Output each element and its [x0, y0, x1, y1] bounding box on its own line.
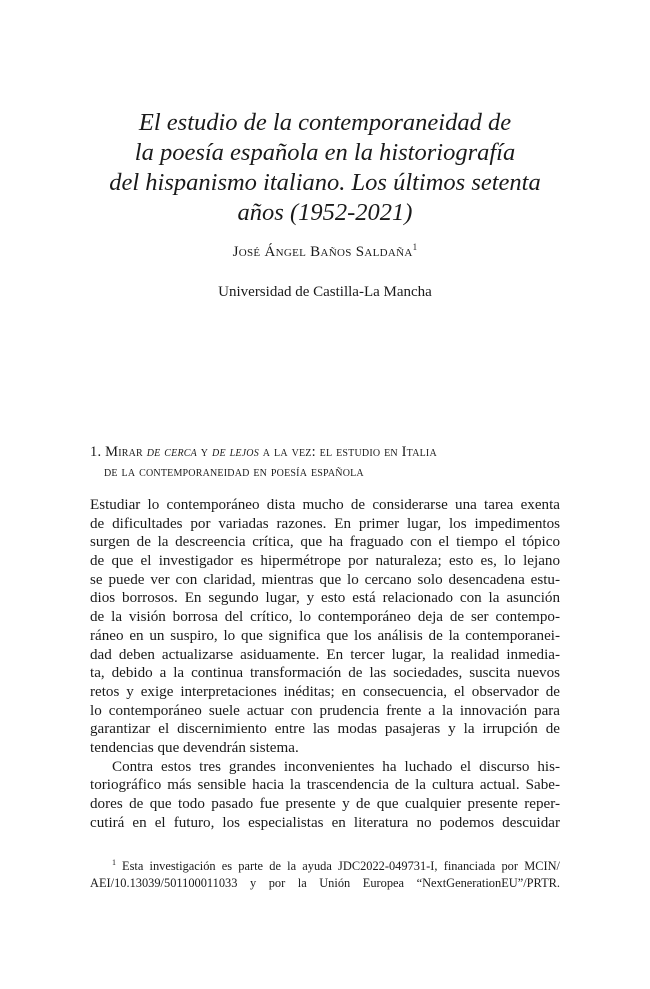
- heading-text: y: [196, 444, 213, 460]
- author-affiliation: Universidad de Castilla-La Mancha: [218, 284, 432, 300]
- body-line: tendencias que devendrán sistema.: [90, 739, 299, 756]
- body-line: retos y exige interpretaciones inéditas; en consecuencia, el observador de: [90, 683, 560, 700]
- body-line: ta, debido a la continua transformación de las sociedades, suscita nuevos: [90, 665, 560, 682]
- body-line: de dificultades por variadas razones. En primer lugar, los impedimentos: [90, 515, 560, 532]
- heading-text: Mirar: [105, 444, 147, 460]
- body-line: lo contemporáneo suele actuar con prudencia frente a la innovación para: [90, 702, 560, 719]
- section-heading-line-1: [90, 442, 560, 462]
- article-title: [90, 108, 560, 228]
- body-line: se puede ver con claridad, mientras que lo cercano solo desencadena estu-: [90, 571, 560, 588]
- section-number: 1.: [90, 444, 102, 460]
- body-line: toriográfico más sensible hacia la trascendencia de la cultura actual. Sabe-: [90, 777, 560, 794]
- footnote-number: 1: [112, 857, 116, 867]
- footnote-text: Esta investigación es parte de la ayuda JDC2022-049731-I, financiada por MCIN/: [122, 859, 560, 873]
- body-line: cutirá en el futuro, los especialistas en literatura no podemos descuidar: [90, 814, 560, 831]
- footnote-line: AEI/10.13039/501100011033 y por la Unión Europea “NextGenerationEU”/PRTR.: [90, 876, 560, 890]
- section-heading-line-2: de la contemporaneidad en poesía española: [104, 464, 364, 480]
- body-line: de la visión borrosa del crítico, lo contemporáneo deja de ser contempo-: [90, 609, 560, 626]
- title-line: años (1952-2021): [237, 199, 413, 226]
- title-line: El estudio de la contemporaneidad de: [138, 109, 512, 136]
- section-heading: [90, 442, 560, 482]
- author-line: [0, 244, 650, 261]
- body-line: dores de que todo pasado fue presente y de que cualquier presente reper-: [90, 796, 560, 812]
- author-name: José Ángel Baños Saldaña: [232, 244, 413, 260]
- body-line: surgen de la descreencia crítica, que ha fraguado con el tiempo el tópico: [90, 534, 560, 551]
- heading-italic-text: de lejos: [212, 444, 259, 460]
- body-line: dad deben actualizarse asiduamente. En tercer lugar, la realidad inmedia-: [90, 646, 560, 663]
- footnote: [90, 858, 560, 892]
- heading-text: a la vez: el estudio en Italia: [258, 444, 437, 460]
- body-line: Estudiar lo contemporáneo dista mucho de considerarse una tarea exenta: [90, 497, 560, 513]
- body-line: garantizar el discernimiento entre las modas pasajeras y la irrupción de: [90, 721, 560, 738]
- body-line: Contra estos tres grandes inconvenientes ha luchado el discurso his-: [112, 758, 560, 775]
- title-line: del hispanismo italiano. Los últimos setenta: [109, 169, 541, 196]
- heading-italic-text: de cerca: [146, 444, 197, 460]
- footnote-line: [90, 858, 560, 875]
- body-line: ráneo en un suspiro, lo que significa que los análisis de la contemporanei-: [90, 627, 560, 644]
- title-line: la poesía española en la historiografía: [134, 139, 516, 166]
- body-line: dios borrosos. En segundo lugar, y esto está relacionado con la asunción: [90, 590, 560, 607]
- body-paragraphs: [90, 496, 560, 832]
- footnote-marker[interactable]: 1: [412, 242, 418, 252]
- body-line: de que el investigador es hipermétrope por naturaleza; esto es, lo lejano: [90, 553, 560, 570]
